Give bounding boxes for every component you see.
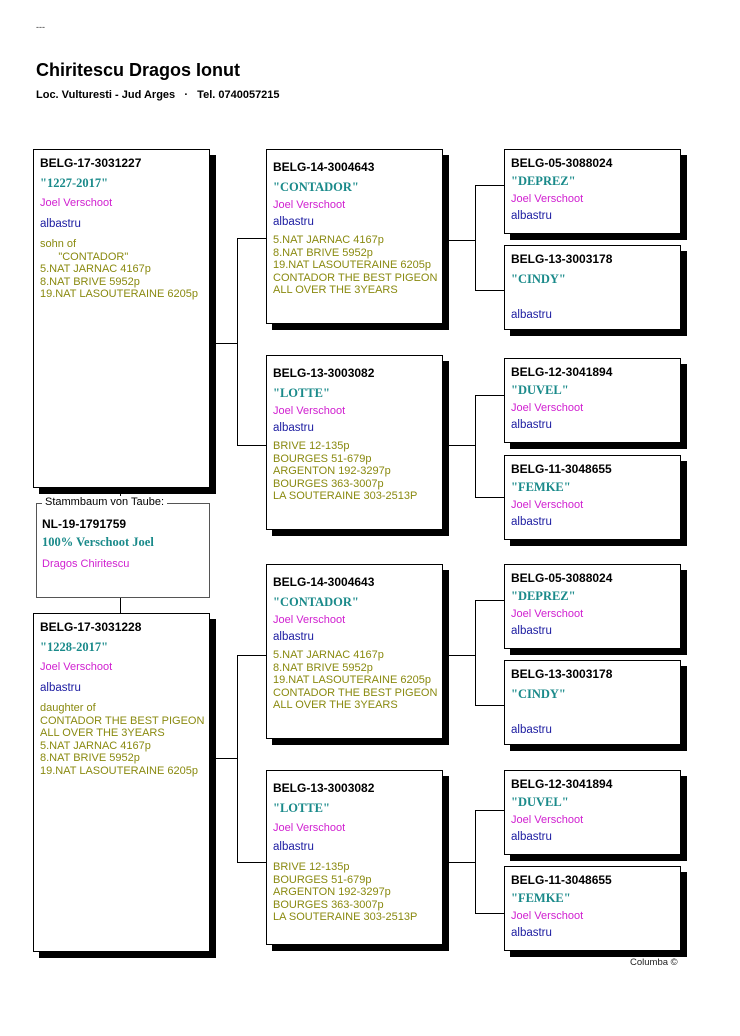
connector-dam-bottom (237, 862, 266, 863)
dam-sire-color: albastru (273, 630, 314, 643)
connector-sire-top (237, 238, 266, 239)
connector-g4-bottom (475, 913, 504, 914)
ggp-breeder: Joel Verschoot (511, 402, 584, 414)
ggp-card-8 (504, 866, 681, 951)
ggp-card-7 (504, 770, 681, 855)
ggp-ring: BELG-05-3088024 (511, 571, 613, 585)
ggp-ring: BELG-13-3003178 (511, 252, 613, 266)
sire-dam-info: BRIVE 12-135p BOURGES 51-679p ARGENTON 192-3297p BOURGES 363-3007p LA SOUTERAINE 303-2513P (273, 440, 418, 502)
ggp-ring: BELG-13-3003178 (511, 667, 613, 681)
subject-name: 100% Verschoot Joel (42, 535, 154, 549)
sire-sire-card (266, 149, 443, 324)
sire-sire-ring: BELG-14-3004643 (273, 160, 375, 174)
ggp-ring: BELG-11-3048655 (511, 873, 612, 887)
ggp-card-2 (504, 245, 681, 330)
ggp-name: "DEPREZ" (511, 174, 576, 188)
ggp-name: "DEPREZ" (511, 589, 576, 603)
ggp-card-6 (504, 660, 681, 745)
dam-name: "1228-2017" (40, 640, 109, 654)
sire-dam-ring: BELG-13-3003082 (273, 366, 375, 380)
sire-dam-name: "LOTTE" (273, 386, 330, 400)
ggp-card-5 (504, 564, 681, 649)
sire-card (33, 149, 210, 488)
ggp-card-4 (504, 455, 681, 540)
connector-g4-top (475, 810, 504, 811)
owner-name: Chiritescu Dragos Ionut (36, 60, 241, 80)
connector-g3-bottom (475, 705, 504, 706)
dam-dam-name: "LOTTE" (273, 801, 330, 815)
connector-g1-top (475, 185, 504, 186)
owner-phone: Tel. 0740057215 (197, 89, 280, 101)
sire-color: albastru (40, 217, 81, 230)
sire-sire-info: 5.NAT JARNAC 4167p 8.NAT BRIVE 5952p 19.NAT LASOUTERAINE 6205p CONTADOR THE BEST PIGEON ALL OVER THE 3YEARS (273, 234, 438, 296)
connector-g3-v (475, 600, 476, 705)
ggp-breeder: Joel Verschoot (511, 499, 584, 511)
connector-g1-h (443, 240, 475, 241)
subject-owner: Dragos Chiritescu (42, 558, 130, 570)
dam-sire-name: "CONTADOR" (273, 595, 359, 609)
dam-sire-info: 5.NAT JARNAC 4167p 8.NAT BRIVE 5952p 19.NAT LASOUTERAINE 6205p CONTADOR THE BEST PIGEON ALL OVER THE 3YEARS (273, 649, 438, 711)
ggp-color: albastru (511, 724, 552, 736)
connector-g2-h (443, 445, 475, 446)
connector-g2-v (475, 395, 476, 497)
ggp-color: albastru (511, 830, 552, 843)
ggp-ring: BELG-05-3088024 (511, 156, 613, 170)
connector-g4-h (443, 862, 475, 863)
ggp-ring: BELG-12-3041894 (511, 777, 613, 791)
connector-g2-bottom (475, 497, 504, 498)
sire-ring: BELG-17-3031227 (40, 156, 142, 170)
sire-dam-card (266, 355, 443, 530)
connector-g3-h (443, 655, 475, 656)
sire-sire-breeder: Joel Verschoot (273, 199, 346, 211)
ggp-ring: BELG-11-3048655 (511, 462, 612, 476)
ggp-name: "FEMKE" (511, 891, 571, 905)
dam-ring: BELG-17-3031228 (40, 620, 142, 634)
connector-sire-h (210, 343, 237, 344)
ggp-color: albastru (511, 515, 552, 528)
connector-sire-v (237, 238, 238, 445)
ggp-breeder: Joel Verschoot (511, 193, 584, 205)
ggp-card-1 (504, 149, 681, 234)
sire-breeder: Joel Verschoot (40, 197, 113, 209)
dam-dam-card (266, 770, 443, 945)
owner-contact-line (36, 89, 280, 101)
connector-g4-v (475, 810, 476, 913)
ggp-name: "DUVEL" (511, 383, 569, 397)
dam-dam-color: albastru (273, 840, 314, 853)
ggp-card-3 (504, 358, 681, 443)
dam-breeder: Joel Verschoot (40, 661, 113, 673)
sire-dam-breeder: Joel Verschoot (273, 405, 346, 417)
dam-info: daughter of CONTADOR THE BEST PIGEON ALL OVER THE 3YEARS 5.NAT JARNAC 4167p 8.NAT BRIVE 5952p 19.NAT LASOUTERAINE 6205p (40, 702, 205, 777)
dam-sire-breeder: Joel Verschoot (273, 614, 346, 626)
ggp-ring: BELG-12-3041894 (511, 365, 613, 379)
dam-color: albastru (40, 681, 81, 694)
sire-info: sohn of "CONTADOR" 5.NAT JARNAC 4167p 8.NAT BRIVE 5952p 19.NAT LASOUTERAINE 6205p (40, 238, 198, 300)
footer-credit: Columba © (630, 957, 678, 968)
ggp-color: albastru (511, 418, 552, 431)
ggp-color: albastru (511, 926, 552, 939)
ggp-breeder (511, 702, 674, 724)
ggp-breeder: Joel Verschoot (511, 608, 584, 620)
ggp-breeder: Joel Verschoot (511, 910, 584, 922)
connector-dam-top (237, 655, 266, 656)
connector-g3-top (475, 600, 504, 601)
subject-ring: NL-19-1791759 (42, 517, 127, 531)
header-mark: --- (36, 22, 45, 32)
ggp-breeder (511, 287, 674, 309)
dam-dam-breeder: Joel Verschoot (273, 822, 346, 834)
subject-legend: Stammbaum von Taube: (42, 496, 167, 508)
sire-name: "1227-2017" (40, 176, 109, 190)
ggp-color: albastru (511, 624, 552, 637)
sire-sire-name: "CONTADOR" (273, 180, 359, 194)
ggp-name: "CINDY" (511, 687, 566, 701)
dam-sire-card (266, 564, 443, 739)
ggp-name: "DUVEL" (511, 795, 569, 809)
owner-location: Loc. Vulturesti - Jud Arges (36, 89, 176, 101)
connector-subject-dam (120, 598, 121, 613)
connector-g1-bottom (475, 290, 504, 291)
connector-g1-v (475, 185, 476, 290)
connector-g2-top (475, 395, 504, 396)
sire-sire-color: albastru (273, 215, 314, 228)
dam-dam-ring: BELG-13-3003082 (273, 781, 375, 795)
connector-dam-h (210, 758, 237, 759)
separator-dot: · (184, 89, 188, 101)
dam-card (33, 613, 210, 952)
connector-sire-bottom (237, 445, 266, 446)
ggp-breeder: Joel Verschoot (511, 814, 584, 826)
ggp-name: "CINDY" (511, 272, 566, 286)
sire-dam-color: albastru (273, 421, 314, 434)
ggp-color: albastru (511, 209, 552, 222)
dam-sire-ring: BELG-14-3004643 (273, 575, 375, 589)
ggp-name: "FEMKE" (511, 480, 571, 494)
connector-dam-v (237, 655, 238, 862)
ggp-color: albastru (511, 309, 552, 321)
dam-dam-info: BRIVE 12-135p BOURGES 51-679p ARGENTON 192-3297p BOURGES 363-3007p LA SOUTERAINE 303-2513P (273, 861, 418, 923)
